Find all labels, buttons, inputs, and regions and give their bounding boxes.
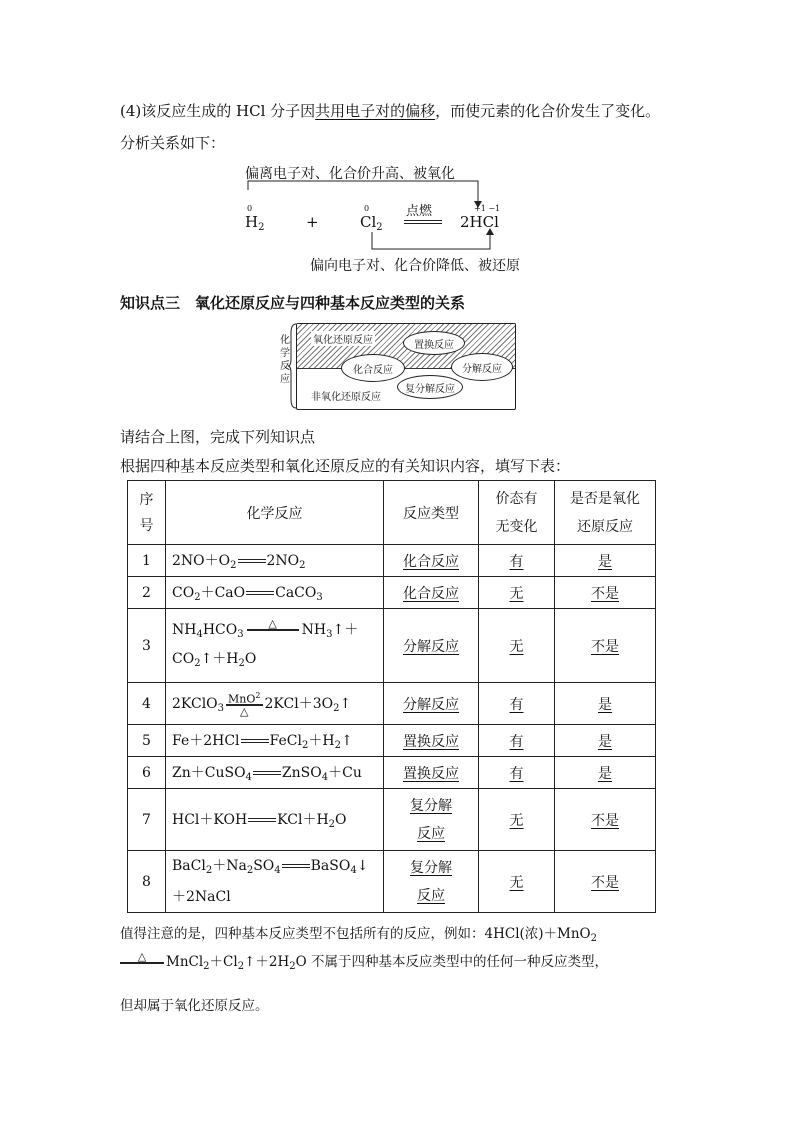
table-row [128, 725, 656, 757]
row-no: 7 [128, 789, 166, 851]
h2-oxidation-state: 0 [247, 204, 253, 213]
reaction-table [127, 480, 656, 913]
cl2-symbol: Cl [360, 213, 377, 231]
header-no: 序 号 [128, 481, 166, 545]
header-redox: 是否是氧化 还原反应 [555, 481, 656, 545]
reaction-equation: $BaCl_2+Na_2SO_4$ BaSO$_4$↓ ＋2NaCl [166, 851, 384, 913]
reaction-type: 化合反应 [403, 585, 459, 602]
displacement-ellipse: 置换反应 [403, 331, 465, 355]
valence-change: 有 [509, 696, 524, 713]
combination-ellipse: 化合反应 [341, 354, 405, 382]
reactant-h2 [245, 213, 264, 233]
reaction-classification-diagram [296, 323, 516, 410]
reaction-type: 化合反应 [403, 553, 459, 570]
header-type: 反应类型 [384, 481, 479, 545]
chemical-reaction-side-label: 化 学 反 应 [280, 335, 290, 385]
header-valence: 价态有 无变化 [479, 481, 555, 545]
is-redox: 不是 [591, 585, 619, 602]
table-row [128, 683, 656, 725]
valence-change: 无 [509, 638, 524, 655]
reaction-equation: 2KClO$_3$ $\frac{MnO^2}{\triangle}$ $2KCl+3O_2↑$ [166, 683, 384, 725]
is-redox: 不是 [591, 874, 619, 891]
reaction-type: 分解反应 [403, 638, 459, 655]
valence-change: 无 [509, 812, 524, 829]
valence-change: 无 [509, 585, 524, 602]
cl2-subscript: 2 [376, 222, 383, 233]
h2-symbol: H [245, 213, 259, 231]
valence-change: 有 [509, 733, 524, 750]
reaction-equation: Zn＋CuSO$_4$ ZnSO$_4$＋Cu [166, 757, 384, 789]
reaction-type: 置换反应 [403, 765, 459, 782]
table-row [128, 577, 656, 609]
row-no: 1 [128, 545, 166, 577]
note-line-1: 值得注意的是，四种基本反应类型不包括所有的反应，例如：4HCl(浓)＋MnO$_2$ [120, 926, 598, 944]
row-no: 5 [128, 725, 166, 757]
reaction-type: 置换反应 [403, 733, 459, 750]
valence-change: 有 [509, 765, 524, 782]
instruction-line-1: 请结合上图，完成下列知识点 [120, 428, 316, 446]
is-redox: 是 [598, 696, 612, 713]
row-no: 6 [128, 757, 166, 789]
product-hcl: 2HCl [460, 213, 499, 231]
section-heading: 知识点三 氧化还原反应与四种基本反应类型的关系 [120, 294, 466, 312]
double-decomposition-ellipse: 复分解反应 [397, 375, 463, 399]
intro-underlined: 共用电子对的偏移 [315, 102, 436, 120]
reaction-equation: $2NO+O_2$ $2NO_2$ [166, 545, 384, 577]
intro-prefix: (4)该反应生成的 HCl 分子因 [120, 102, 316, 120]
reaction-equation: HCl＋KOH $KCl+H_2O$ [166, 789, 384, 851]
row-no: 3 [128, 609, 166, 683]
note-line-3: 但却属于氧化还原反应。 [120, 998, 269, 1014]
table-header-row [128, 481, 656, 545]
is-redox: 不是 [591, 812, 619, 829]
table-row [128, 609, 656, 683]
intro-suffix: ，而使元素的化合价发生了变化。 [435, 102, 661, 120]
table-row [128, 757, 656, 789]
instruction-line-2: 根据四种基本反应类型和氧化还原反应的有关知识内容，填写下表： [120, 457, 571, 475]
is-redox: 是 [598, 553, 612, 570]
redox-label: 氧化还原反应 [311, 331, 375, 346]
is-redox: 是 [598, 733, 612, 750]
table-row [128, 851, 656, 913]
header-reaction: 化学反应 [166, 481, 384, 545]
row-no: 8 [128, 851, 166, 913]
decomposition-ellipse: 分解反应 [451, 353, 513, 381]
reaction-equation: $CO_2+CaO$ CaCO$_3$ [166, 577, 384, 609]
valence-change: 有 [509, 553, 524, 570]
reaction-type: 复分解 反应 [384, 789, 479, 851]
table-row [128, 789, 656, 851]
reaction-type: 复分解 反应 [384, 851, 479, 913]
hcl-oxidation-states: +1 −1 [474, 204, 501, 213]
note-line-2: △ $MnCl_2+Cl_2↑+2H_2O$ 不属于四种基本反应类型中的任何一种反应类型， [120, 950, 608, 975]
condition-label: 点燃 [406, 204, 433, 219]
is-redox: 是 [598, 765, 612, 782]
cl2-oxidation-state: 0 [364, 204, 370, 213]
table-row [128, 545, 656, 577]
h2-subscript: 2 [258, 222, 265, 233]
equals-sign [404, 220, 442, 224]
plus-sign: + [306, 213, 319, 231]
reaction-equation: Fe＋2HCl $FeCl_2+H_2↑$ [166, 725, 384, 757]
reaction-type: 分解反应 [403, 696, 459, 713]
is-redox: 不是 [591, 638, 619, 655]
row-no: 4 [128, 683, 166, 725]
reduction-label: 偏向电子对、化合价降低、被还原 [310, 258, 520, 274]
reactant-cl2 [360, 213, 383, 233]
analysis-line: 分析关系如下： [120, 134, 226, 152]
row-no: 2 [128, 577, 166, 609]
non-redox-label: 非氧化还原反应 [309, 388, 383, 403]
valence-change: 无 [509, 874, 524, 891]
reaction-equation: $NH_4HCO_3$ △ $NH_3↑+$ $CO_2↑+H_2O$ [166, 609, 384, 683]
oxidation-label: 偏离电子对、化合价升高、被氧化 [245, 166, 455, 182]
